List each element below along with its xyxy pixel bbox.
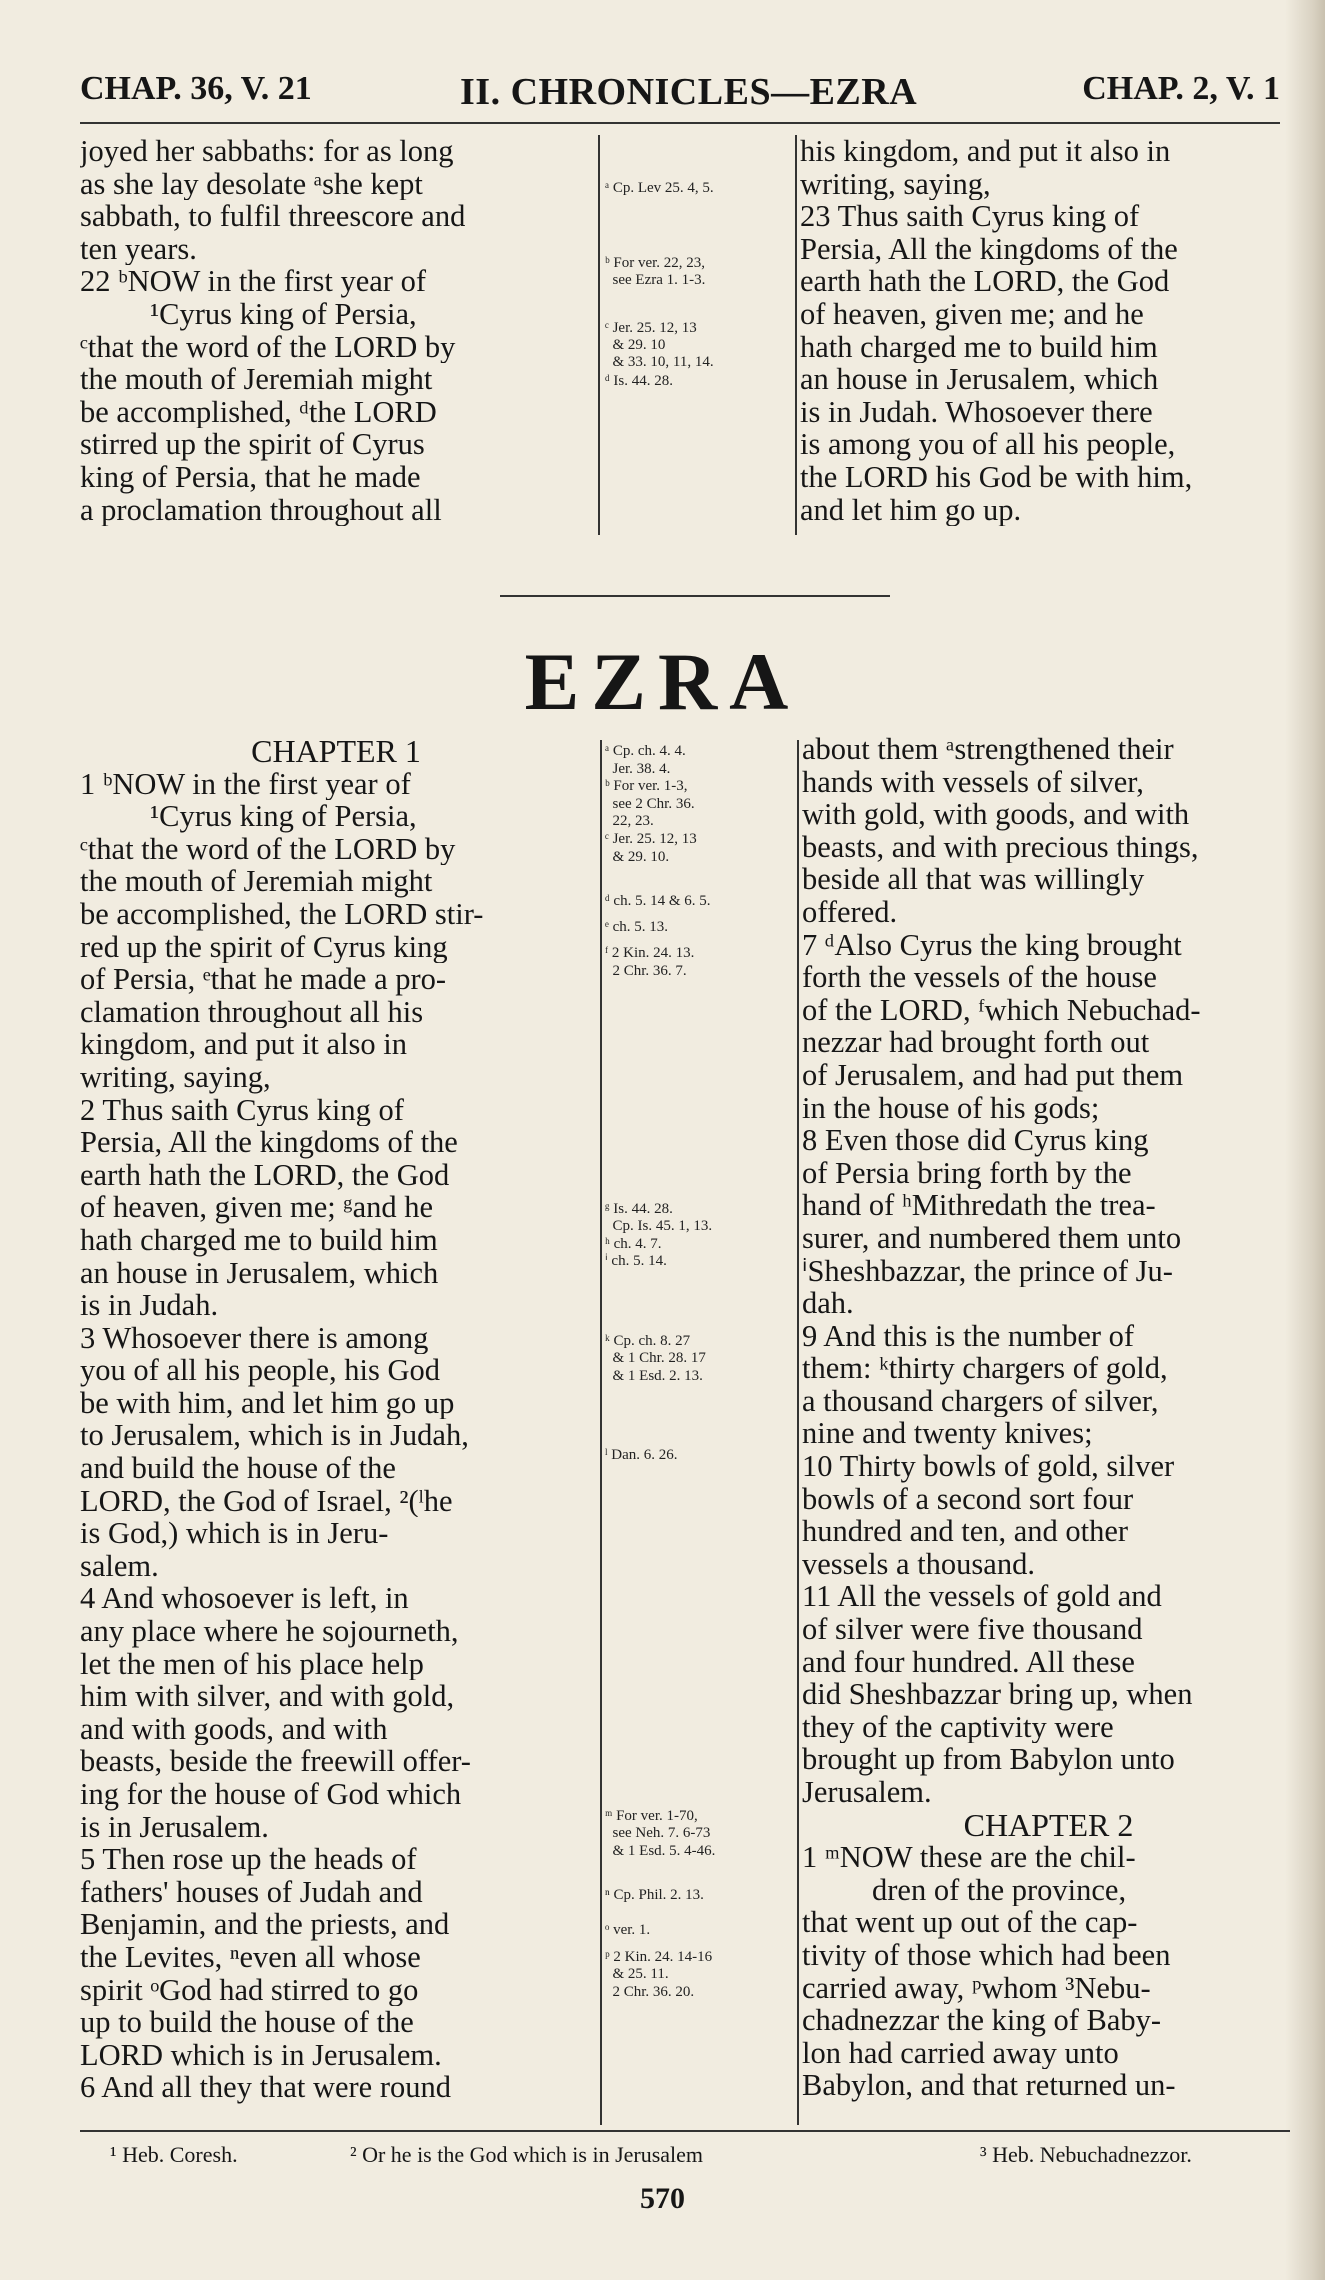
text-line: writing, saying, xyxy=(800,167,991,201)
text-line: Persia, All the kingdoms of the xyxy=(800,232,1178,266)
column-divider-left-top xyxy=(598,135,600,535)
top-cross-references xyxy=(605,180,790,480)
header-right: CHAP. 2, V. 1 xyxy=(1082,70,1280,107)
chapter-1-heading: CHAPTER 1 xyxy=(251,733,421,769)
text-line: Jerusalem. xyxy=(802,1776,932,1809)
header-center: II. CHRONICLES—EZRA xyxy=(460,71,918,113)
text-line: red up the spirit of Cyrus king xyxy=(80,930,448,964)
text-line: him with silver, and with gold, xyxy=(80,1680,455,1713)
text-line: an house in Jerusalem, which xyxy=(80,1256,439,1290)
text-line: did Sheshbazzar bring up, when xyxy=(802,1678,1193,1711)
column-divider-right-top xyxy=(795,135,797,535)
text-line: ing for the house of God which xyxy=(80,1778,462,1811)
text-line: is in Judah. xyxy=(80,1289,219,1322)
book-title: EZRA xyxy=(524,636,801,727)
text-line: dren of the province, xyxy=(872,1873,1127,1907)
page-number: 570 xyxy=(640,2182,685,2215)
text-line: ⁱSheshbazzar, the prince of Ju- xyxy=(802,1254,1173,1288)
text-line: is God,) which is in Jeru- xyxy=(80,1517,389,1550)
text-line: 8 Even those did Cyrus king xyxy=(802,1124,1149,1157)
text-line: hundred and ten, and other xyxy=(802,1515,1129,1548)
text-line: brought up from Babylon unto xyxy=(802,1743,1175,1776)
footnote-3: ³ Heb. Nebuchadnezzor. xyxy=(980,2142,1192,2167)
text-line: is in Jerusalem. xyxy=(80,1810,269,1844)
text-line: sabbath, to fulfil threescore and xyxy=(80,200,466,233)
text-line: LORD, the God of Israel, ²(ˡhe xyxy=(80,1484,453,1518)
text-line: nezzar had brought forth out xyxy=(802,1026,1150,1059)
text-line: of silver were five thousand xyxy=(802,1613,1143,1646)
text-line: with gold, with goods, and with xyxy=(802,798,1190,831)
footnote-1: ¹ Heb. Coresh. xyxy=(110,2142,238,2167)
text-line: ᶜthat the word of the LORD by xyxy=(80,330,456,364)
cross-reference: ᵃ Cp. ch. 4. 4. xyxy=(605,743,686,759)
cross-reference: Jer. 38. 4. xyxy=(605,760,671,777)
cross-reference: & 33. 10, 11, 14. xyxy=(605,354,714,370)
text-line: in the house of his gods; xyxy=(802,1091,1100,1125)
chapter-2-heading: CHAPTER 2 xyxy=(963,1806,1134,1843)
text-line: any place where he sojourneth, xyxy=(80,1615,459,1648)
text-line: be with him, and let him go up xyxy=(80,1386,455,1420)
cross-reference: ˡ Dan. 6. 26. xyxy=(605,1447,678,1463)
cross-reference: ⁱ ch. 5. 14. xyxy=(605,1253,667,1270)
cross-reference: ᵏ Cp. ch. 8. 27 xyxy=(605,1332,691,1349)
top-right-column xyxy=(800,135,1280,526)
text-line: the Levites, ⁿeven all whose xyxy=(80,1940,421,1974)
top-left-column xyxy=(80,135,585,526)
text-line: a proclamation throughout all xyxy=(80,493,442,527)
text-line: that went up out of the cap- xyxy=(802,1906,1138,1939)
cross-reference: ᶜ Jer. 25. 12, 13 xyxy=(605,831,697,847)
cross-reference: ᵇ For ver. 1-3, xyxy=(605,778,688,795)
cross-references xyxy=(605,743,795,2123)
cross-reference: ⁿ Cp. Phil. 2. 13. xyxy=(605,1887,704,1903)
text-line: writing, saying, xyxy=(80,1060,271,1094)
text-line: beasts, and with precious things, xyxy=(802,830,1199,864)
text-line: Babylon, and that returned un- xyxy=(802,2069,1176,2102)
cross-reference: ᵐ For ver. 1-70, xyxy=(605,1807,698,1824)
text-line: the mouth of Jeremiah might xyxy=(80,865,433,898)
text-line: offered. xyxy=(802,895,898,929)
text-line: earth hath the LORD, the God xyxy=(800,265,1170,298)
text-line: hath charged me to build him xyxy=(80,1223,438,1257)
text-line: vessels a thousand. xyxy=(802,1547,1035,1581)
cross-reference: see Ezra 1. 1-3. xyxy=(605,272,706,288)
text-line: and with goods, and with xyxy=(80,1712,388,1746)
text-line: Benjamin, and the priests, and xyxy=(80,1908,450,1941)
text-line: his kingdom, and put it also in xyxy=(800,135,1171,168)
cross-reference: see Neh. 7. 6-73 xyxy=(605,1825,711,1842)
text-line: lon had carried away unto xyxy=(802,2036,1119,2070)
text-line: of the LORD, ᶠwhich Nebuchad- xyxy=(802,993,1201,1027)
running-header xyxy=(80,70,1280,120)
cross-reference: & 25. 11. xyxy=(605,1966,669,1983)
text-line: of Persia bring forth by the xyxy=(802,1156,1132,1190)
cross-reference: & 1 Esd. 2. 13. xyxy=(605,1367,703,1384)
text-line: dah. xyxy=(802,1287,854,1320)
text-line: and build the house of the xyxy=(80,1452,396,1485)
cross-reference: ʰ ch. 4. 7. xyxy=(605,1235,662,1252)
text-line: be accomplished, the LORD stir- xyxy=(80,897,484,931)
text-line: hand of ʰMithredath the trea- xyxy=(802,1189,1156,1222)
text-line: salem. xyxy=(80,1549,159,1583)
text-line: 7 ᵈAlso Cyrus the king brought xyxy=(802,928,1182,962)
text-line: ¹Cyrus king of Persia, xyxy=(150,297,417,331)
text-line: ten years. xyxy=(80,232,197,266)
text-line: 4 And whosoever is left, in xyxy=(80,1582,409,1616)
text-line: up to build the house of the xyxy=(80,2006,414,2039)
text-line: ¹Cyrus king of Persia, xyxy=(150,800,417,833)
cross-reference: 2 Chr. 36. 7. xyxy=(605,963,687,979)
text-line: hath charged me to build him xyxy=(800,330,1158,364)
text-line: of Persia, ᵉthat he made a pro- xyxy=(80,963,447,996)
text-line: the LORD his God be with him, xyxy=(800,460,1193,494)
column-divider-left xyxy=(600,740,602,2125)
cross-reference: 22, 23. xyxy=(605,813,654,830)
text-line: and let him go up. xyxy=(800,493,1022,527)
cross-reference: ᵈ ch. 5. 14 & 6. 5. xyxy=(605,892,711,909)
cross-reference: ᵉ ch. 5. 13. xyxy=(605,919,669,935)
text-line: be accomplished, ᵈthe LORD xyxy=(80,395,437,429)
cross-reference: ᵍ Is. 44. 28. xyxy=(605,1200,673,1217)
text-line: 1 ᵇNOW in the first year of xyxy=(80,767,411,801)
column-divider-right xyxy=(797,740,799,2125)
text-line: 23 Thus saith Cyrus king of xyxy=(800,200,1140,233)
text-line: hands with vessels of silver, xyxy=(802,765,1144,799)
text-line: 1 ᵐNOW these are the chil- xyxy=(802,1841,1136,1874)
main-left-column xyxy=(80,735,592,2104)
text-line: kingdom, and put it also in xyxy=(80,1028,408,1061)
text-line: 2 Thus saith Cyrus king of xyxy=(80,1093,404,1127)
cross-reference: ᵇ For ver. 22, 23, xyxy=(605,255,706,271)
cross-reference: see 2 Chr. 36. xyxy=(605,795,695,812)
cross-reference: & 1 Chr. 28. 17 xyxy=(605,1350,706,1367)
text-line: you of all his people, his God xyxy=(80,1354,441,1387)
cross-reference: ᵈ Is. 44. 28. xyxy=(605,373,673,389)
text-line: as she lay desolate ᵃshe kept xyxy=(80,167,423,201)
cross-reference: ᵒ ver. 1. xyxy=(605,1922,651,1939)
text-line: about them ᵃstrengthened their xyxy=(802,733,1174,766)
text-line: 9 And this is the number of xyxy=(802,1319,1135,1353)
cross-reference: & 29. 10 xyxy=(605,337,666,353)
cross-reference: ᵖ 2 Kin. 24. 14-16 xyxy=(605,1948,713,1965)
text-line: let the men of his place help xyxy=(80,1647,424,1681)
text-line: LORD which is in Jerusalem. xyxy=(80,2038,442,2072)
cross-reference: & 29. 10. xyxy=(605,848,670,865)
text-line: 3 Whosoever there is among xyxy=(80,1321,429,1355)
text-line: to Jerusalem, which is in Judah, xyxy=(80,1419,469,1453)
text-line: of heaven, given me; ᵍand he xyxy=(80,1191,434,1224)
main-right-column xyxy=(802,733,1295,2102)
text-line: ᶜthat the word of the LORD by xyxy=(80,832,456,866)
text-line: is in Judah. Whosoever there xyxy=(800,395,1153,429)
text-line: forth the vessels of the house xyxy=(802,961,1157,994)
cross-reference: ᶠ 2 Kin. 24. 13. xyxy=(605,945,695,962)
text-line: beside all that was willingly xyxy=(802,863,1145,896)
text-line: tivity of those which had been xyxy=(802,1938,1171,1972)
text-line: nine and twenty knives; xyxy=(802,1417,1093,1451)
text-line: they of the captivity were xyxy=(802,1710,1114,1744)
text-line: them: ᵏthirty chargers of gold, xyxy=(802,1352,1168,1385)
text-line: and four hundred. All these xyxy=(802,1645,1135,1679)
text-line: an house in Jerusalem, which xyxy=(800,363,1159,396)
text-line: 11 All the vessels of gold and xyxy=(802,1580,1162,1614)
cross-reference: Cp. Is. 45. 1, 13. xyxy=(605,1218,713,1235)
text-line: chadnezzar the king of Baby- xyxy=(802,2004,1162,2037)
text-line: beasts, beside the freewill offer- xyxy=(80,1745,471,1778)
cross-reference: & 1 Esd. 5. 4-46. xyxy=(605,1843,716,1859)
cross-reference: ᵃ Cp. Lev 25. 4, 5. xyxy=(605,180,714,196)
text-line: a thousand chargers of silver, xyxy=(802,1384,1159,1418)
text-line: 22 ᵇNOW in the first year of xyxy=(80,265,426,298)
cross-reference: ᶜ Jer. 25. 12, 13 xyxy=(605,320,697,336)
text-line: earth hath the LORD, the God xyxy=(80,1158,450,1192)
text-line: 6 And all they that were round xyxy=(80,2071,451,2104)
text-line: of Jerusalem, and had put them xyxy=(802,1058,1184,1092)
text-line: clamation throughout all his xyxy=(80,995,424,1029)
text-line: joyed her sabbaths: for as long xyxy=(80,135,454,168)
text-line: spirit ᵒGod had stirred to go xyxy=(80,1973,419,2007)
text-line: stirred up the spirit of Cyrus xyxy=(80,428,425,461)
text-line: carried away, ᵖwhom ³Nebu- xyxy=(802,1971,1151,2005)
footnote-2: ² Or he is the God which is in Jerusalem xyxy=(350,2142,704,2167)
cross-reference: 2 Chr. 36. 20. xyxy=(605,1983,695,2000)
section-divider xyxy=(500,595,890,597)
text-line: is among you of all his people, xyxy=(800,428,1176,461)
text-line: 5 Then rose up the heads of xyxy=(80,1843,417,1876)
text-line: of heaven, given me; and he xyxy=(800,297,1144,331)
text-line: bowls of a second sort four xyxy=(802,1482,1134,1516)
header-rule xyxy=(80,122,1280,124)
text-line: Persia, All the kingdoms of the xyxy=(80,1126,458,1159)
text-line: surer, and numbered them unto xyxy=(802,1221,1182,1255)
text-line: the mouth of Jeremiah might xyxy=(80,363,433,396)
text-line: 10 Thirty bowls of gold, silver xyxy=(802,1450,1175,1483)
text-line: king of Persia, that he made xyxy=(80,460,421,494)
text-line: fathers' houses of Judah and xyxy=(80,1875,423,1909)
footnote-rule xyxy=(80,2130,1290,2132)
header-left: CHAP. 36, V. 21 xyxy=(80,70,312,107)
